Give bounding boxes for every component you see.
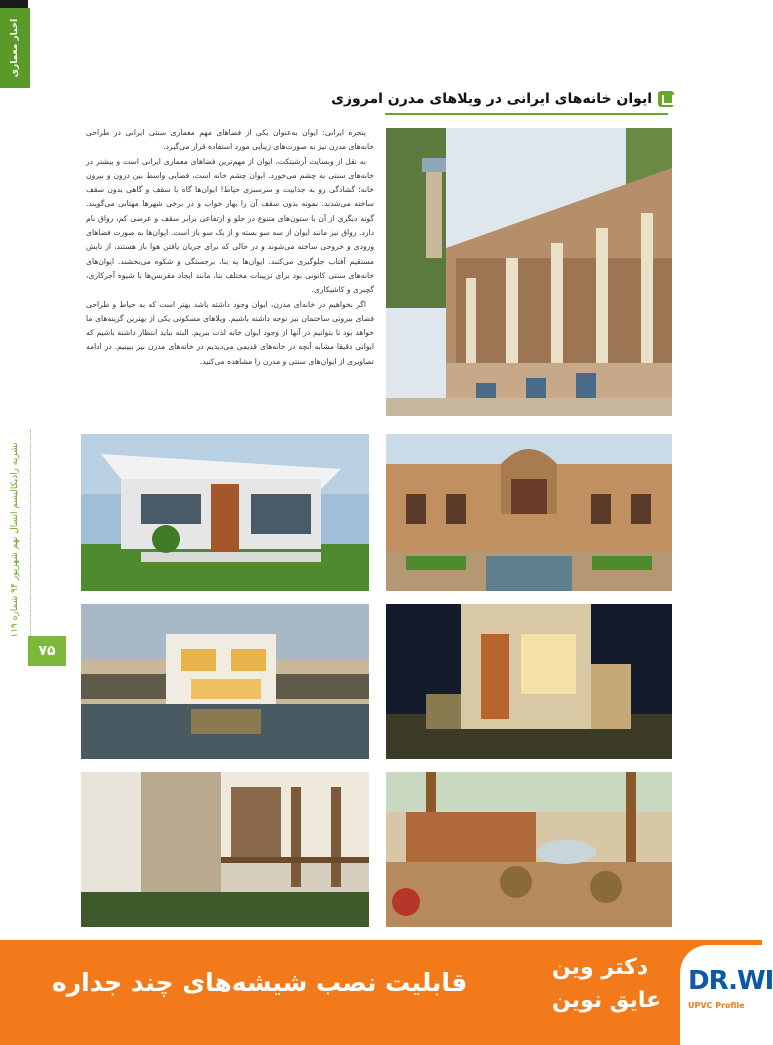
banner-brand-line2: عایق نوین xyxy=(552,988,662,1013)
page-number: ۷۵ xyxy=(28,636,66,666)
house-icon xyxy=(658,91,674,107)
banner-brand-line1: دکتر وین xyxy=(552,955,649,980)
section-label: اخبار معماری xyxy=(10,18,20,78)
photo-stone-villa-balcony xyxy=(81,772,369,927)
section-tab xyxy=(0,8,30,88)
article-paragraph: اگر بخواهیم در خانه‌ای مدرن، ایوان وجود داشته باشد بهتر است که به حیاط و طراحی فضای بیرونی ساختمان نیز توجه داشته باشیم. ویلاهای مسکونی یکی از بهترین گزینه‌های ما خواهد بود تا بتوانیم در آنها از وجود ایوان خانه لذت ببریم. البته نباید انتظار داشته باشیم که ایوانی دقیقا مشابه آنچه در خانه‌های قدیمی می‌دیدیم در خانه‌های مدرن نیز ببینیم. در ادامه تصاویری از ایوان‌های سنتی و مدرن را مشاهده می‌کنید. xyxy=(86,299,374,366)
photo-villa-pool-dusk xyxy=(81,604,369,759)
photo-modern-villa-garden xyxy=(81,434,369,591)
brand-logo-subtitle: UPVC Profile xyxy=(688,1001,745,1010)
photo-villa-night xyxy=(386,604,672,759)
banner-main-text: قابلیت نصب شیشه‌های چند جداره xyxy=(52,968,468,997)
article-body xyxy=(86,126,374,426)
issue-info: نشریه رادیکالیسم انسال نهم شهریور ۹۴ شماره ۱۱۹ xyxy=(10,442,20,638)
article-paragraph: به نقل از وبسایت آرشیتکت، ایوان از مهم‌ترین فضاهای معماری ایرانی است و بیشتر در خانه‌های سنتی به چشم می‌خورد. ایوان چشم خانه است، فضایی واسط بین درون و بیرون خانه؛ گشادگی رو به جذابیت و سرسبزی حیاط! ایوان‌ها گاه با سقف و گاهی بدون سقف ساخته می‌شدند. نمونه بدون سقف آن را بهار خواب و در برخی شهرها مهتابی می‌گویند. گونه دیگری از آن با ستون‌های متنوع در جلو و ارتفاعی برابر سقف و عرضی کم، رواق نام دارد. رواق نیز مانند ایوان از سه سو بسته و از یک سو باز است. ایوان‌ها به صورت فضاهای ورودی و خروجی ساخته می‌شوند و در حالی که برای جریان یافتن هوا باز هستند، از تابش مستقیم آفتاب جلوگیری می‌کنند. ایوان‌ها به بنا، برجستگی و شکوه می‌بخشند. ایوان‌های خانه‌های سنتی کانونی بود برای تزیینات مختلف بنا، مانند ایجاد مقرنس‌ها با شیوه آجرکاری، گچبری و کاشیکاری. xyxy=(86,156,374,295)
margin-divider xyxy=(30,430,31,640)
photo-traditional-courtyard xyxy=(386,434,672,591)
article-title-row xyxy=(331,91,674,107)
photo-traditional-palace xyxy=(386,128,672,416)
article-title: ایوان خانه‌های ایرانی در ویلاهای مدرن امروزی xyxy=(331,91,652,107)
photo-terrace-furniture xyxy=(386,772,672,927)
brand-logo: DR.WI xyxy=(688,966,773,996)
article-paragraph: پنجره ایرانی: ایوان به‌عنوان یکی از فضاهای مهم معماری سنتی ایرانی در طراحی خانه‌های مدرن نیز به صورت‌های زیبایی مورد استفاده قرار می‌گیرد. xyxy=(86,128,374,152)
title-underline xyxy=(385,113,668,115)
